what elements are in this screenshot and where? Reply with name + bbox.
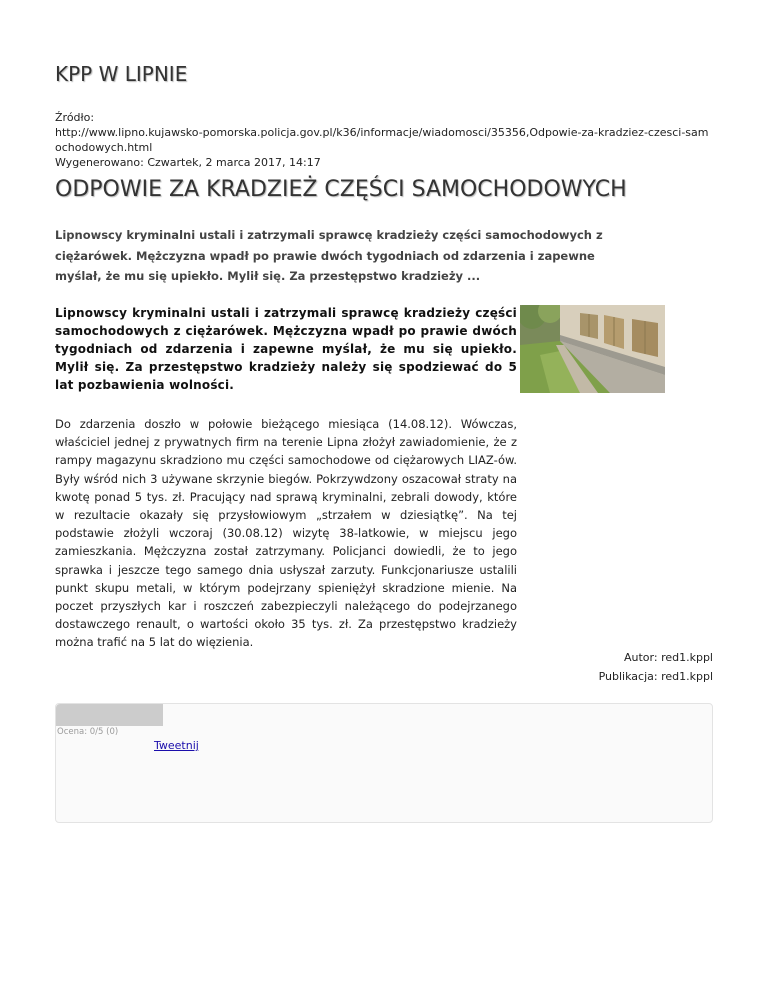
generated-timestamp: Wygenerowano: Czwartek, 2 marca 2017, 14:17 [55, 156, 321, 169]
rating-label: Ocena: 0/5 (0) [57, 727, 119, 737]
article-credits [599, 648, 713, 686]
rating-panel [55, 703, 713, 823]
article-body [55, 415, 517, 652]
author-line: Autor: red1.kppl [624, 651, 713, 664]
article-intro: Lipnowscy kryminalni ustali i zatrzymali sprawcę kradzieży części samochodowych z ciężarówek. Mężczyzna wpadł po prawie dwóch tygodniach od zdarzenia i zapewne myślał, że mu się upiekło. Mylił się. Za przestępstwo kradzieży należy się spodziewać do 5 lat pozbawienia wolności. [55, 306, 517, 392]
source-url: http://www.lipno.kujawsko-pomorska.policja.gov.pl/k36/informacje/wiadomosci/35356,Odpowie-za-kradziez-czesci-samochodowych.html [55, 126, 709, 154]
article-lead: Lipnowscy kryminalni ustali i zatrzymali sprawcę kradzieży części samochodowych z ciężarówek. Mężczyzna wpadł po prawie dwóch tygodniach od zdarzenia i zapewne myślał, że mu się upiekło. Mylił się. Za przestępstwo kradzieży ... [55, 228, 603, 283]
rating-bar[interactable] [56, 704, 163, 726]
site-title: KPP W LIPNIE [55, 62, 188, 86]
publication-line: Publikacja: red1.kppl [598, 670, 713, 683]
source-meta [55, 110, 713, 170]
article-title: ODPOWIE ZA KRADZIEŻ CZĘŚCI SAMOCHODOWYCH [55, 177, 627, 202]
article-photo [520, 305, 665, 393]
source-label: Źródło: [55, 111, 95, 124]
article-body-paragraph: Do zdarzenia doszło w połowie bieżącego miesiąca (14.08.12). Wówczas, właściciel jednej z prywatnych firm na terenie Lipna złożył zawiadomienie, że z rampy magazynu skradziono mu części samochodowe od ciężarowych LIAZ-ów. Były wśród nich 3 używane skrzynie biegów. Pokrzywdzony oszacował straty na kwotę ponad 5 tys. zł. Pracujący nad sprawą kryminalni, zebrali dowody, które w rezultacie okazały się przysłowiowym „strzałem w dziesiątkę”. Na tej podstawie złożyli wczoraj (30.08.12) wizytę 38-latkowie, w miejscu jego zamieszkania. Mężczyzna został zatrzymany. Policjanci dowiedli, że to jego sprawka i jeszcze tego samego dnia usłyszał zarzuty. Funkcjonariusze ustalili punkt skupu metali, w którym podejrzany spieniężył skradzione mienie. Na poczet przyszłych kar i roszczeń zabezpieczyli należącego do podejrzanego dostawczego renault, o wartości około 35 tys. zł. Za przestępstwo kradzieży można trafić na 5 lat do więzienia. [55, 417, 517, 650]
tweet-link[interactable]: Tweetnij [154, 739, 199, 752]
